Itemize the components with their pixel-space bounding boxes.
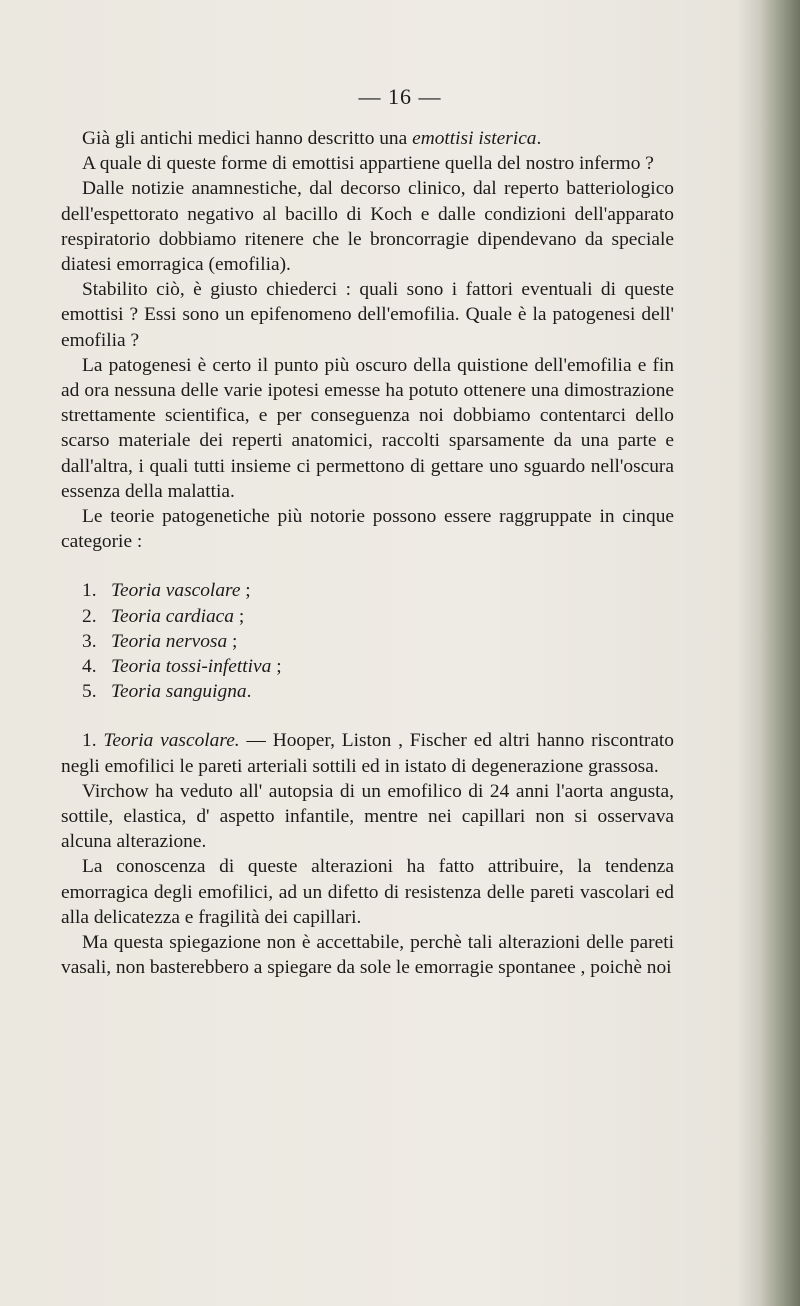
theory-list — [61, 578, 674, 704]
paragraph-intro-6: Le teorie patogenetiche più notorie possono essere raggruppate in cinque categorie : — [61, 506, 674, 553]
theory-number: 5. — [82, 681, 97, 703]
theory-number: 4. — [82, 656, 97, 678]
paragraph-intro-1-text: Già gli antichi medici hanno descritto una — [82, 128, 413, 149]
paragraph-section1-4: Ma questa spiegazione non è accettabile, perchè tali alterazioni delle pareti vasali, non basterebbero a spiegare da sole le emorragie spontanee , poichè noi — [61, 932, 674, 979]
theory-punct: . — [246, 681, 252, 703]
theory-punct: ; — [234, 605, 245, 627]
theory-punct: ; — [227, 630, 238, 652]
theory-label: Teoria sanguigna — [111, 681, 247, 703]
theory-number: 1. — [82, 580, 97, 602]
theory-label: Teoria cardiaca — [111, 605, 234, 627]
page-number: — 16 — — [358, 84, 442, 109]
theory-number: 3. — [82, 630, 97, 652]
paragraph-intro-1 — [61, 126, 674, 151]
section1-paragraph-1-text: — Hooper, Liston , Fischer ed altri hanno riscontrato negli emofilici le pareti arteriali sottili ed in istato di degenerazione grassosa. — [61, 730, 675, 777]
theory-item — [82, 654, 674, 679]
theory-label: Teoria tossi-infettiva — [111, 656, 272, 678]
emphasis-emottisi-isterica: emottisi isterica — [412, 128, 537, 149]
body-text — [61, 126, 674, 980]
paragraph-section1-1 — [61, 728, 674, 778]
paragraph-intro-5: La patogenesi è certo il punto più oscuro della quistione dell'emofilia e fin ad ora nessuna delle varie ipotesi emesse ha potuto ottenere una dimostrazione strettamente scientifica, e per conseguenza noi dobbiamo contentarci dello scarso materiale dei reperti anatomici, raccolti sparsamente da una parte e dall'altra, i quali tutti insieme ci permettono di gettare uno sguardo nell'oscura essenza della malattia. — [61, 354, 674, 502]
paragraph-intro-2: A quale di queste forme di emottisi appartiene quella del nostro infermo ? — [82, 153, 654, 175]
paragraph-intro-1-end: . — [536, 128, 542, 149]
theory-punct: ; — [240, 580, 251, 602]
paragraph-section1-3: La conoscenza di queste alterazioni ha fatto attribuire, la tendenza emorragica degli emofilici, ad un difetto di resistenza delle pareti vascolari ed alla delicatezza e fragilità dei capillari. — [61, 856, 674, 928]
theory-label: Teoria nervosa — [111, 630, 228, 652]
theory-label: Teoria vascolare — [111, 580, 241, 602]
theory-item — [82, 629, 674, 654]
section1-heading: Teoria vascolare. — [103, 730, 240, 752]
paragraph-section1-2: Virchow ha veduto all' autopsia di un emofilico di 24 anni l'aorta angusta, sottile, elastica, d' aspetto infantile, mentre nei capillari non si osservava alcuna alterazione. — [61, 780, 674, 853]
theory-item — [82, 604, 674, 629]
theory-number: 2. — [82, 605, 97, 627]
section1-heading-number: 1. — [82, 730, 104, 752]
paragraph-intro-3: Dalle notizie anamnestiche, dal decorso clinico, dal reperto batteriologico dell'espettorato negativo al bacillo di Koch e dalle condizioni dell'apparato respiratorio dobbiamo ritenere che le broncorragie dipendevano da speciale diatesi emorragica (emofilia). — [61, 178, 674, 276]
page-binding-edge — [738, 0, 800, 1306]
theory-punct: ; — [271, 656, 282, 678]
theory-item — [82, 679, 674, 704]
paragraph-intro-4: Stabilito ciò, è giusto chiederci : quali sono i fattori eventuali di queste emottisi ? Essi sono un epifenomeno dell'emofilia. Quale è la patogenesi dell' emofilia ? — [61, 279, 674, 351]
theory-item — [82, 578, 674, 603]
